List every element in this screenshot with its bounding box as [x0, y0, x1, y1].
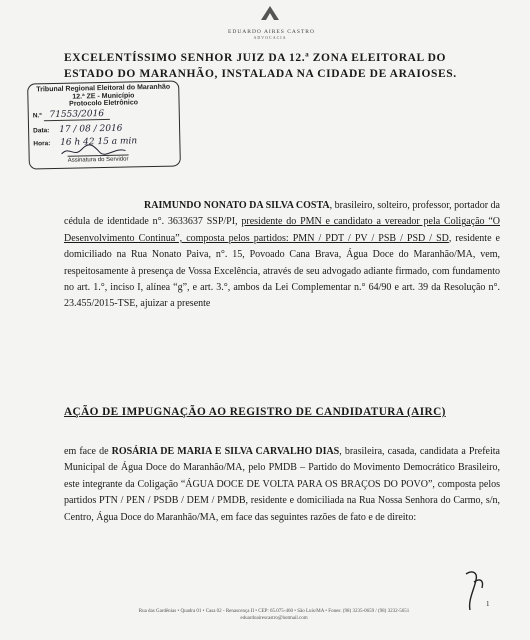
logo-mark-icon [259, 4, 281, 22]
stamp-protocol-title: Protocolo Eletrônico [69, 99, 139, 108]
petitioner-details: , brasileiro, solteiro, professor, portador da cédula de identidade n°. 3633637 SSP/PI, [64, 200, 500, 228]
stamp-zone: 12.ª ZE - Município [72, 91, 135, 101]
addressee-line-2: ESTADO DO MARANHÃO, INSTALADA NA CIDADE DE ARAIOSES. [64, 68, 457, 80]
protocol-stamp [27, 80, 181, 169]
logo-subtitle: ADVOCACIA [253, 35, 287, 40]
stamp-date-row [33, 124, 123, 136]
addressee-line-1: EXCELENTÍSSIMO SENHOR JUIZ DA 12.ª ZONA ELEITORAL DO [64, 52, 447, 64]
stamp-protocol-label: N.º [32, 112, 42, 120]
action-title: AÇÃO DE IMPUGNAÇÃO AO REGISTRO DE CANDIDATURA (AIRC) [64, 406, 446, 418]
stamp-protocol-value: 71553/2016 [43, 109, 110, 121]
footer-address: Rua das Gardênias • Quadra 01 • Casa 02 - Renascença II • CEP: 65.075-460 • São Luís/MA • Fones: (98) 3235-0659 / (98) 3232-5651 [138, 609, 410, 614]
stamp-date-label: Data: [33, 127, 50, 135]
defendant-details: , brasileira, casada, candidata a Prefeita Municipal de Água Doce do Maranhão/MA, pelo PMDB – Partido do Movimento Democrático Brasileiro, este integrante da Coligação “ÁGUA DOCE DE VOLTA PARA OS BRAÇOS DO POVO”, composta pelos partidos PTN / PEN / PSDB / DEM / PMDB, residente e domiciliada na Rua Nossa Senhora do Carmo, s/n, Centro, Água Doce do Maranhão/MA, em face das seguintes razões de fato e de direito: [64, 446, 500, 523]
petitioner-paragraph [64, 198, 500, 313]
stamp-time-value: 16 h 42 15 a min [60, 136, 138, 148]
petitioner-request: , residente e domiciliado na Rua Nonato Paiva, n°. 15, Povoado Cana Brava, Água Doce do Maranhão/MA, vem, respeitosamente à presença de Vossa Excelência, através de seu advogado adiante firmado, com fundamento no art. 1.°, inciso I, alínea “g”, e art. 3.°, ambos da Lei Complementar n.° 64/90 e art. 39 da Resolução n°. 23.455/2015-TSE, ajuizar a presente [64, 232, 500, 310]
defendant-name: ROSÁRIA DE MARIA E SILVA CARVALHO DIAS [111, 446, 340, 457]
stamp-signature-caption: Assinatura do Servidor [67, 156, 129, 164]
logo-name: EDUARDO AIRES CASTRO [228, 29, 315, 35]
lawyer-signature-icon [454, 566, 504, 614]
footer-email: eduardoairescastro@hotmail.com [240, 616, 308, 621]
petitioner-coalition: presidente do PMN e candidato a vereador pela Coligação “O Desenvolvimento Continua”, composta pelos partidos: PMN / PDT / PV / PSB / PSD / SD [64, 216, 500, 244]
law-firm-logo [228, 4, 315, 46]
addressee [64, 50, 504, 82]
page-number: 1 [486, 600, 490, 608]
stamp-court-name: Tribunal Regional Eleitoral do Maranhão [36, 83, 171, 94]
defendant-paragraph [64, 444, 500, 526]
stamp-time-label: Hora: [33, 140, 51, 148]
stamp-protocol-row [33, 109, 110, 121]
petitioner-name: RAIMUNDO NONATO DA SILVA COSTA [144, 200, 330, 211]
defendant-prefix: em face de [64, 446, 112, 457]
stamp-date-value: 17 / 08 / 2016 [59, 123, 123, 135]
